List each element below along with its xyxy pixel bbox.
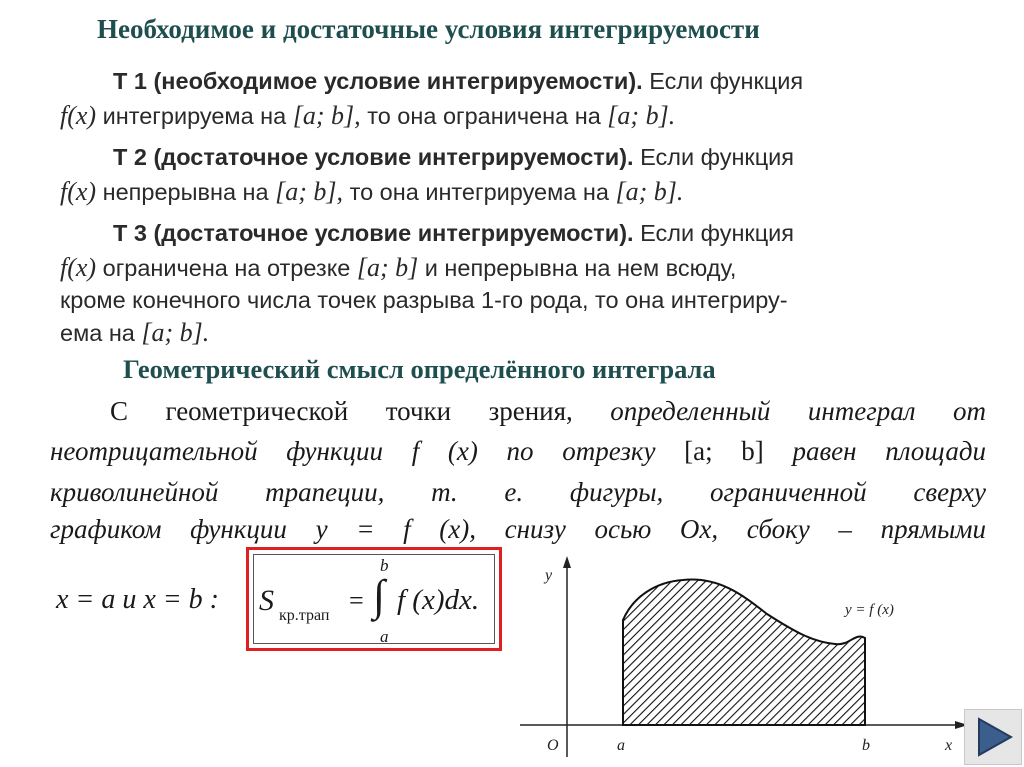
- theorem-3-line-1: [113, 220, 794, 247]
- theorem-3-interval-c: [a; b].: [141, 318, 210, 347]
- geo-line-2-func: f (x): [411, 436, 478, 466]
- y-axis-arrow: [563, 556, 571, 568]
- geo-line-2-b: по отрезку: [477, 436, 685, 466]
- slide-title: Необходимое и достаточные условия интегрируемости: [97, 14, 760, 44]
- theorem-2-head: Т 2 (достаточное условие интегрируемости).: [113, 144, 634, 170]
- formula-eq: =: [349, 586, 364, 615]
- theorem-3-line-4: [60, 318, 209, 348]
- theorem-3-func: f(x): [60, 253, 97, 282]
- theorem-3-line-2: [60, 253, 736, 283]
- geo-line-2-c: равен площади: [763, 436, 987, 466]
- theorem-2-line-2: [60, 177, 683, 207]
- formula-s: S: [259, 584, 274, 617]
- formula-lower: a: [380, 627, 389, 646]
- geo-line-4-b: снизу осью Ох, сбоку – прямыми: [475, 514, 987, 544]
- geo-line-3: криволинейной трапеции, т. е. фигуры, ограниченной сверху: [50, 477, 986, 507]
- geo-line-5: x = a и x = b :: [56, 584, 219, 615]
- a-label: a: [617, 737, 625, 754]
- geo-line-1: [110, 396, 986, 427]
- area-graph: [505, 552, 975, 767]
- formula-integrand: f (x)dx.: [397, 584, 480, 616]
- theorem-1-line-1: [113, 68, 803, 95]
- theorem-2-interval-b: [a; b].: [615, 177, 684, 206]
- geo-line-4: [50, 514, 986, 545]
- geo-line-4-a: графиком функции: [50, 514, 316, 544]
- theorem-3-text-a: ограничена на отрезке: [96, 255, 357, 281]
- curvilinear-trapezoid: [623, 580, 865, 725]
- geo-line-1-b: определенный интеграл от: [610, 396, 987, 426]
- formula-upper: b: [380, 556, 389, 575]
- geo-line-2-a: неотрицательной функции: [50, 436, 412, 466]
- theorem-2-func: f(x): [60, 177, 97, 206]
- theorem-3-line-3: кроме конечного числа точек разрыва 1-го рода, то она интегриру-: [60, 287, 788, 313]
- next-slide-button[interactable]: [964, 709, 1022, 765]
- geo-line-4-eq: y = f (x),: [315, 514, 476, 544]
- theorem-1-text-b: то она ограничена на: [360, 103, 608, 129]
- geo-line-1-a: С геометрической точки зрения,: [110, 396, 611, 426]
- theorem-1-head: Т 1 (необходимое условие интегрируемости).: [113, 68, 643, 94]
- theorem-2-interval-a: [a; b],: [275, 177, 344, 206]
- geo-line-2-int: [a; b]: [684, 436, 764, 466]
- theorem-1-text-a: интегрируема на: [96, 103, 293, 129]
- b-label: b: [862, 737, 870, 754]
- geo-line-2: [50, 436, 986, 467]
- theorem-3-text-c: ема на: [60, 320, 142, 346]
- theorem-2-text-b: то она интегрируема на: [343, 179, 616, 205]
- theorem-1-func: f(x): [60, 101, 97, 130]
- formula-box: [246, 547, 502, 651]
- section-title: Геометрический смысл определённого интеграла: [123, 354, 716, 384]
- formula-sub: кр.трап: [279, 607, 330, 624]
- y-axis-label: y: [545, 567, 553, 584]
- theorem-2-line-1: [113, 144, 794, 171]
- x-axis-label: x: [945, 737, 953, 754]
- curve-label: y = f (x): [845, 602, 894, 618]
- origin-label: O: [547, 737, 559, 754]
- theorem-1-line-2: [60, 101, 675, 131]
- formula-integral: ∫: [373, 571, 386, 620]
- theorem-1-tail: Если функция: [642, 68, 804, 94]
- theorem-1-interval-b: [a; b].: [607, 101, 676, 130]
- theorem-3-tail: Если функция: [633, 220, 795, 246]
- theorem-3-head: Т 3 (достаточное условие интегрируемости).: [113, 220, 634, 246]
- theorem-1-interval-a: [a; b],: [292, 101, 361, 130]
- play-right-icon: [965, 710, 1021, 764]
- theorem-2-text-a: непрерывна на: [96, 179, 276, 205]
- theorem-3-interval-a: [a; b]: [356, 253, 419, 282]
- theorem-3-text-b: и непрерывна на нем всюду,: [418, 255, 737, 281]
- theorem-2-tail: Если функция: [633, 144, 795, 170]
